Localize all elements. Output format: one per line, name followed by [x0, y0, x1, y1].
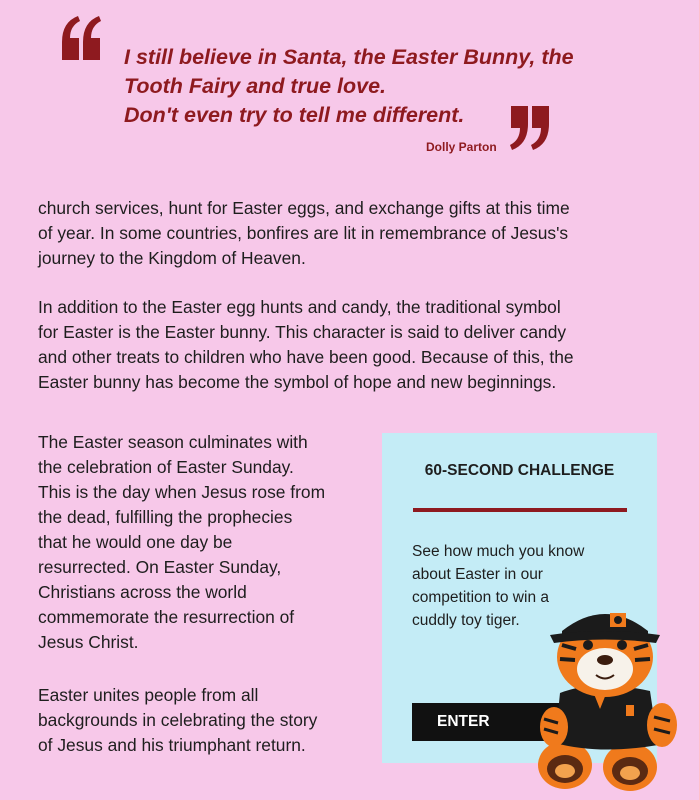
- paragraph-line: Easter unites people from all: [38, 685, 259, 705]
- paragraph-line: the dead, fulfilling the prophecies: [38, 507, 293, 527]
- quote-block: [0, 0, 699, 180]
- paragraph-line: resurrected. On Easter Sunday,: [38, 557, 282, 577]
- challenge-divider: [413, 508, 627, 512]
- paragraph-line: that he would one day be: [38, 532, 233, 552]
- article-paragraph: [38, 683, 317, 758]
- quote-line: I still believe in Santa, the Easter Bunny, the: [124, 45, 574, 69]
- article-paragraph: [38, 430, 325, 655]
- challenge-title: 60-SECOND CHALLENGE: [424, 462, 615, 479]
- paragraph-line: and other treats to children who have been good. Because of this, the: [38, 347, 574, 367]
- paragraph-line: The Easter season culminates with: [38, 432, 308, 452]
- challenge-text-line: cuddly toy tiger.: [412, 612, 520, 629]
- paragraph-line: Jesus Christ.: [38, 632, 139, 652]
- paragraph-line: Christians across the world: [38, 582, 247, 602]
- tiger-left-arm: [540, 707, 568, 747]
- paragraph-line: In addition to the Easter egg hunts and candy, the traditional symbol: [38, 297, 561, 317]
- paragraph-line: commemorate the resurrection of: [38, 607, 295, 627]
- challenge-text-line: competition to win a: [412, 589, 549, 606]
- article-paragraph: [38, 196, 570, 271]
- paragraph-line: backgrounds in celebrating the story: [38, 710, 318, 730]
- paragraph-line: church services, hunt for Easter eggs, and exchange gifts at this time: [38, 198, 570, 218]
- paragraph-line: of Jesus and his triumphant return.: [38, 735, 306, 755]
- open-quote-icon: [60, 14, 102, 62]
- quote-line: Tooth Fairy and true love.: [124, 74, 387, 98]
- toy-tiger-image: [530, 605, 690, 795]
- close-quote-icon: [509, 104, 551, 152]
- enter-button[interactable]: ENTER: [412, 703, 562, 741]
- paragraph-line: the celebration of Easter Sunday.: [38, 457, 294, 477]
- article-paragraph: [38, 295, 574, 395]
- challenge-text-line: See how much you know: [412, 543, 585, 560]
- tiger-right-arm: [647, 703, 677, 747]
- paragraph-line: for Easter is the Easter bunny. This character is said to deliver candy: [38, 322, 567, 342]
- paragraph-line: of year. In some countries, bonfires are lit in remembrance of Jesus's: [38, 223, 569, 243]
- paragraph-line: Easter bunny has become the symbol of hope and new beginnings.: [38, 372, 557, 392]
- paragraph-line: journey to the Kingdom of Heaven.: [38, 248, 306, 268]
- quote-author: Dolly Parton: [426, 140, 497, 154]
- paragraph-line: This is the day when Jesus rose from: [38, 482, 326, 502]
- quote-line: Don't even try to tell me different.: [124, 103, 465, 127]
- challenge-text-line: about Easter in our: [412, 566, 543, 583]
